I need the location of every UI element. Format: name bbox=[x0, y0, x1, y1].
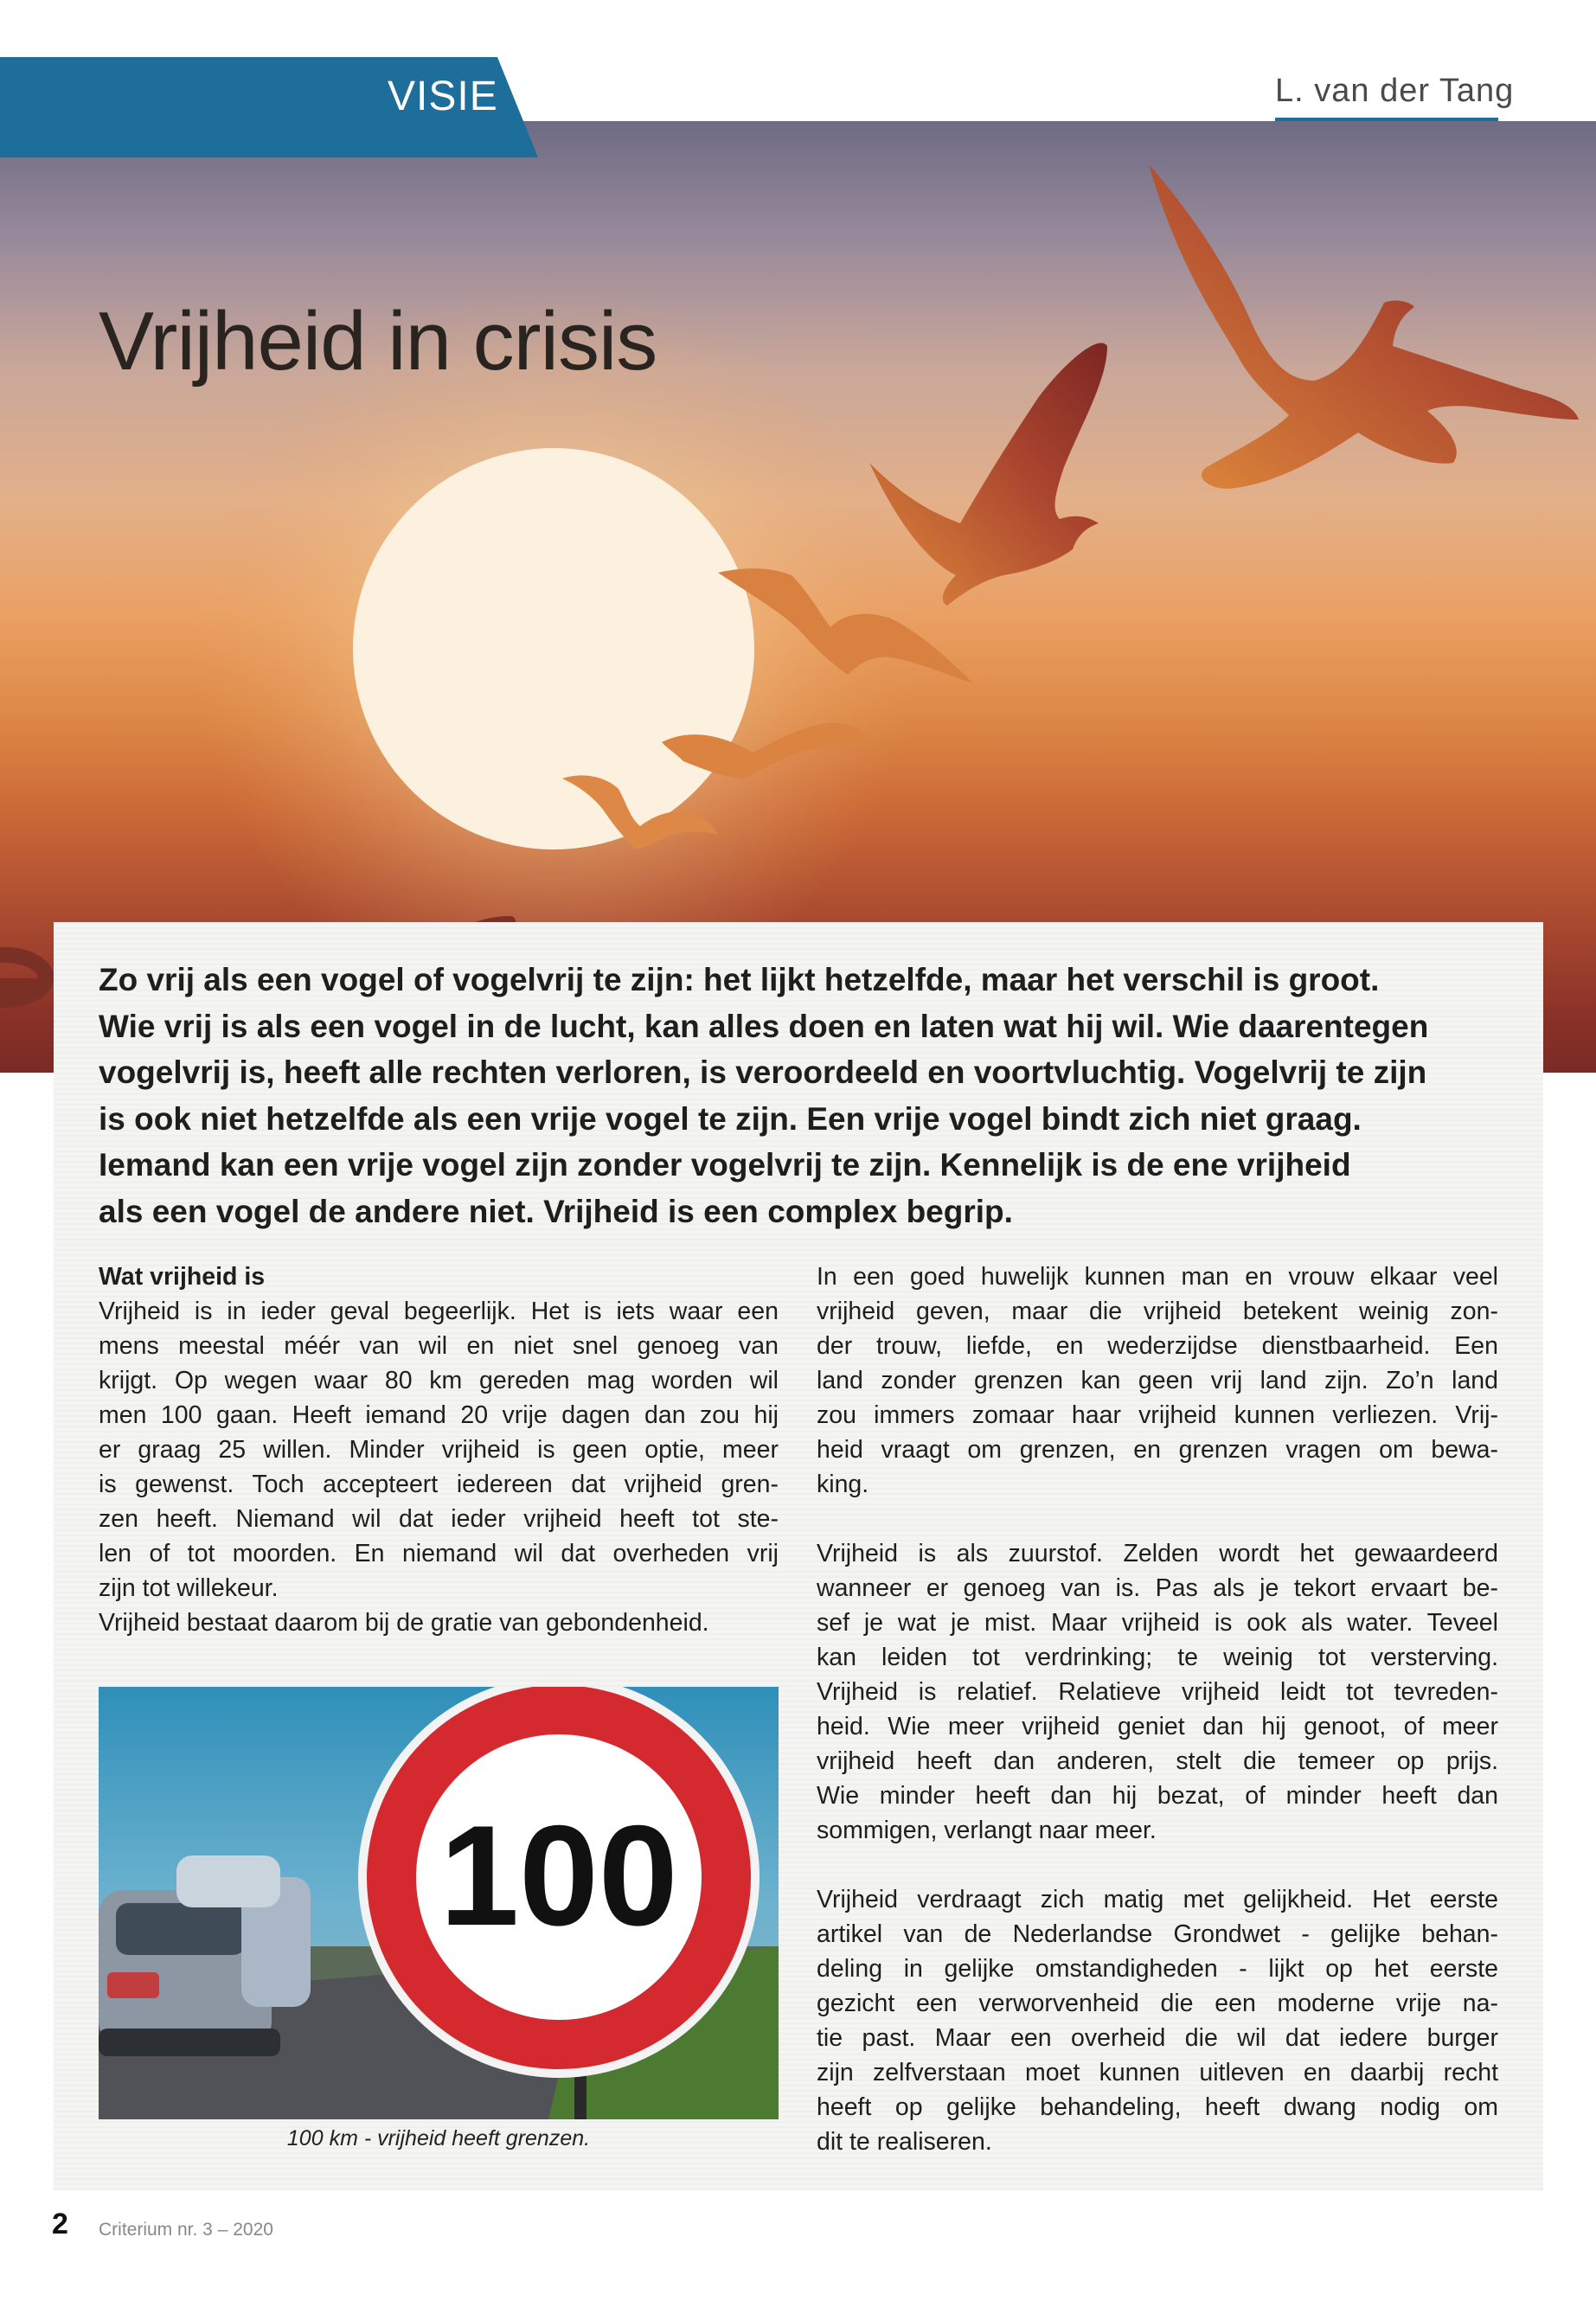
bird-large bbox=[1149, 164, 1579, 489]
body-line: der trouw, liefde, en wederzijdse dienstbaarheid. Een bbox=[817, 1332, 1498, 1360]
sun bbox=[353, 448, 754, 849]
body-line: heid vraagt om grenzen, en grenzen vragen om bewa- bbox=[817, 1436, 1498, 1464]
photo-caption: 100 km - vrijheid heeft grenzen. bbox=[286, 2126, 591, 2150]
intro-line: Zo vrij als een vogel of vogelvrij te zijn: het lijkt hetzelfde, maar het verschil is groot. bbox=[99, 962, 1380, 997]
article-intro bbox=[99, 957, 1500, 1234]
body-line: len of tot moorden. En niemand wil dat overheden vrij bbox=[99, 1540, 779, 1567]
body-line: In een goed huwelijk kunnen man en vrouw elkaar veel bbox=[817, 1263, 1498, 1291]
body-line: zijn tot willekeur. bbox=[99, 1574, 279, 1602]
body-line: heeft op gelijke behandeling, heeft dwang nodig om bbox=[817, 2093, 1498, 2121]
body-line: Vrijheid is als zuurstof. Zelden wordt het gewaardeerd bbox=[817, 1540, 1498, 1567]
author-name: L. van der Tang bbox=[1275, 73, 1515, 109]
body-line: krijgt. Op wegen waar 80 km gereden mag worden wil bbox=[99, 1367, 779, 1394]
body-line: sommigen, verlangt naar meer. bbox=[817, 1817, 1157, 1844]
body-line: Vrijheid bestaat daarom bij de gratie van gebondenheid. bbox=[99, 1609, 709, 1637]
body-line: vrijheid geven, maar die vrijheid betekent weinig zon- bbox=[817, 1298, 1498, 1325]
body-line: kan leiden tot verdrinking; te weinig tot versterving. bbox=[817, 1644, 1498, 1671]
body-line: heid. Wie meer vrijheid geniet dan hij genoot, of meer bbox=[817, 1713, 1498, 1740]
publication-info: Criterium nr. 3 – 2020 bbox=[99, 2220, 273, 2240]
body-line: sef je wat je mist. Maar vrijheid is ook als water. Teveel bbox=[817, 1609, 1498, 1637]
body-line: mens meestal méér van wil en niet snel genoeg van bbox=[99, 1332, 779, 1360]
author-underline bbox=[1275, 118, 1498, 121]
body-line: Wie minder heeft dan hij bezat, of minder heeft dan bbox=[817, 1782, 1498, 1810]
body-line: Vrijheid is in ieder geval begeerlijk. Het is iets waar een bbox=[99, 1298, 779, 1325]
intro-line: vogelvrij is, heeft alle rechten verloren, is veroordeeld en voortvluchtig. Vogelvrij te zijn bbox=[99, 1054, 1427, 1090]
body-line: wanneer er genoeg van is. Pas als je tekort ervaart be- bbox=[817, 1574, 1498, 1602]
body-line: men 100 gaan. Heeft iemand 20 vrije dagen dan zou hij bbox=[99, 1401, 779, 1429]
body-line: tie past. Maar een overheid die wil dat iedere burger bbox=[817, 2024, 1498, 2052]
body-line: land zonder grenzen kan geen vrij land zijn. Zo’n land bbox=[817, 1367, 1498, 1394]
section-label: VISIE bbox=[388, 74, 498, 119]
body-line: dit te realiseren. bbox=[817, 2128, 992, 2156]
right-column bbox=[817, 1259, 1498, 2159]
section-heading: Wat vrijheid is bbox=[99, 1263, 266, 1291]
body-line: er graag 25 willen. Minder vrijheid is geen optie, meer bbox=[99, 1436, 779, 1464]
body-line: zou immers zomaar haar vrijheid kunnen verliezen. Vrij- bbox=[817, 1401, 1498, 1429]
intro-line: is ook niet hetzelfde als een vrije vogel te zijn. Een vrije vogel bindt zich niet graag. bbox=[99, 1100, 1362, 1137]
sign-number: 100 bbox=[439, 1796, 678, 1955]
left-column bbox=[99, 1259, 779, 1640]
body-line: vrijheid heeft dan anderen, stelt die temeer op prijs. bbox=[817, 1747, 1498, 1775]
intro-line: Iemand kan een vrije vogel zijn zonder vogelvrij te zijn. Kennelijk is de ene vrijheid bbox=[99, 1147, 1351, 1183]
body-line: is gewenst. Toch accepteert iedereen dat vrijheid gren- bbox=[99, 1471, 779, 1498]
speed-sign-photo bbox=[99, 1687, 779, 2119]
intro-line: als een vogel de andere niet. Vrijheid is een complex begrip. bbox=[99, 1193, 1013, 1229]
body-line: deling in gelijke omstandigheden - lijkt op het eerste bbox=[817, 1955, 1498, 1983]
body-line: king. bbox=[817, 1471, 869, 1498]
body-line: gezicht een verworvenheid die een moderne vrije na- bbox=[817, 1990, 1498, 2017]
intro-line: Wie vrij is als een vogel in de lucht, kan alles doen en laten wat hij wil. Wie daarentegen bbox=[99, 1008, 1429, 1044]
body-line: Vrijheid verdraagt zich matig met gelijkheid. Het eerste bbox=[817, 1886, 1498, 1913]
body-line: artikel van de Nederlandse Grondwet - gelijke behan- bbox=[817, 1920, 1498, 1948]
article-title: Vrijheid in crisis bbox=[99, 295, 657, 388]
page-number: 2 bbox=[52, 2208, 68, 2240]
body-line: Vrijheid is relatief. Relatieve vrijheid leidt tot tevreden- bbox=[817, 1678, 1498, 1706]
body-line: zen heeft. Niemand wil dat ieder vrijheid heeft tot ste- bbox=[99, 1505, 779, 1533]
body-line: zijn zelfverstaan moet kunnen uitleven en daarbij recht bbox=[817, 2059, 1498, 2086]
